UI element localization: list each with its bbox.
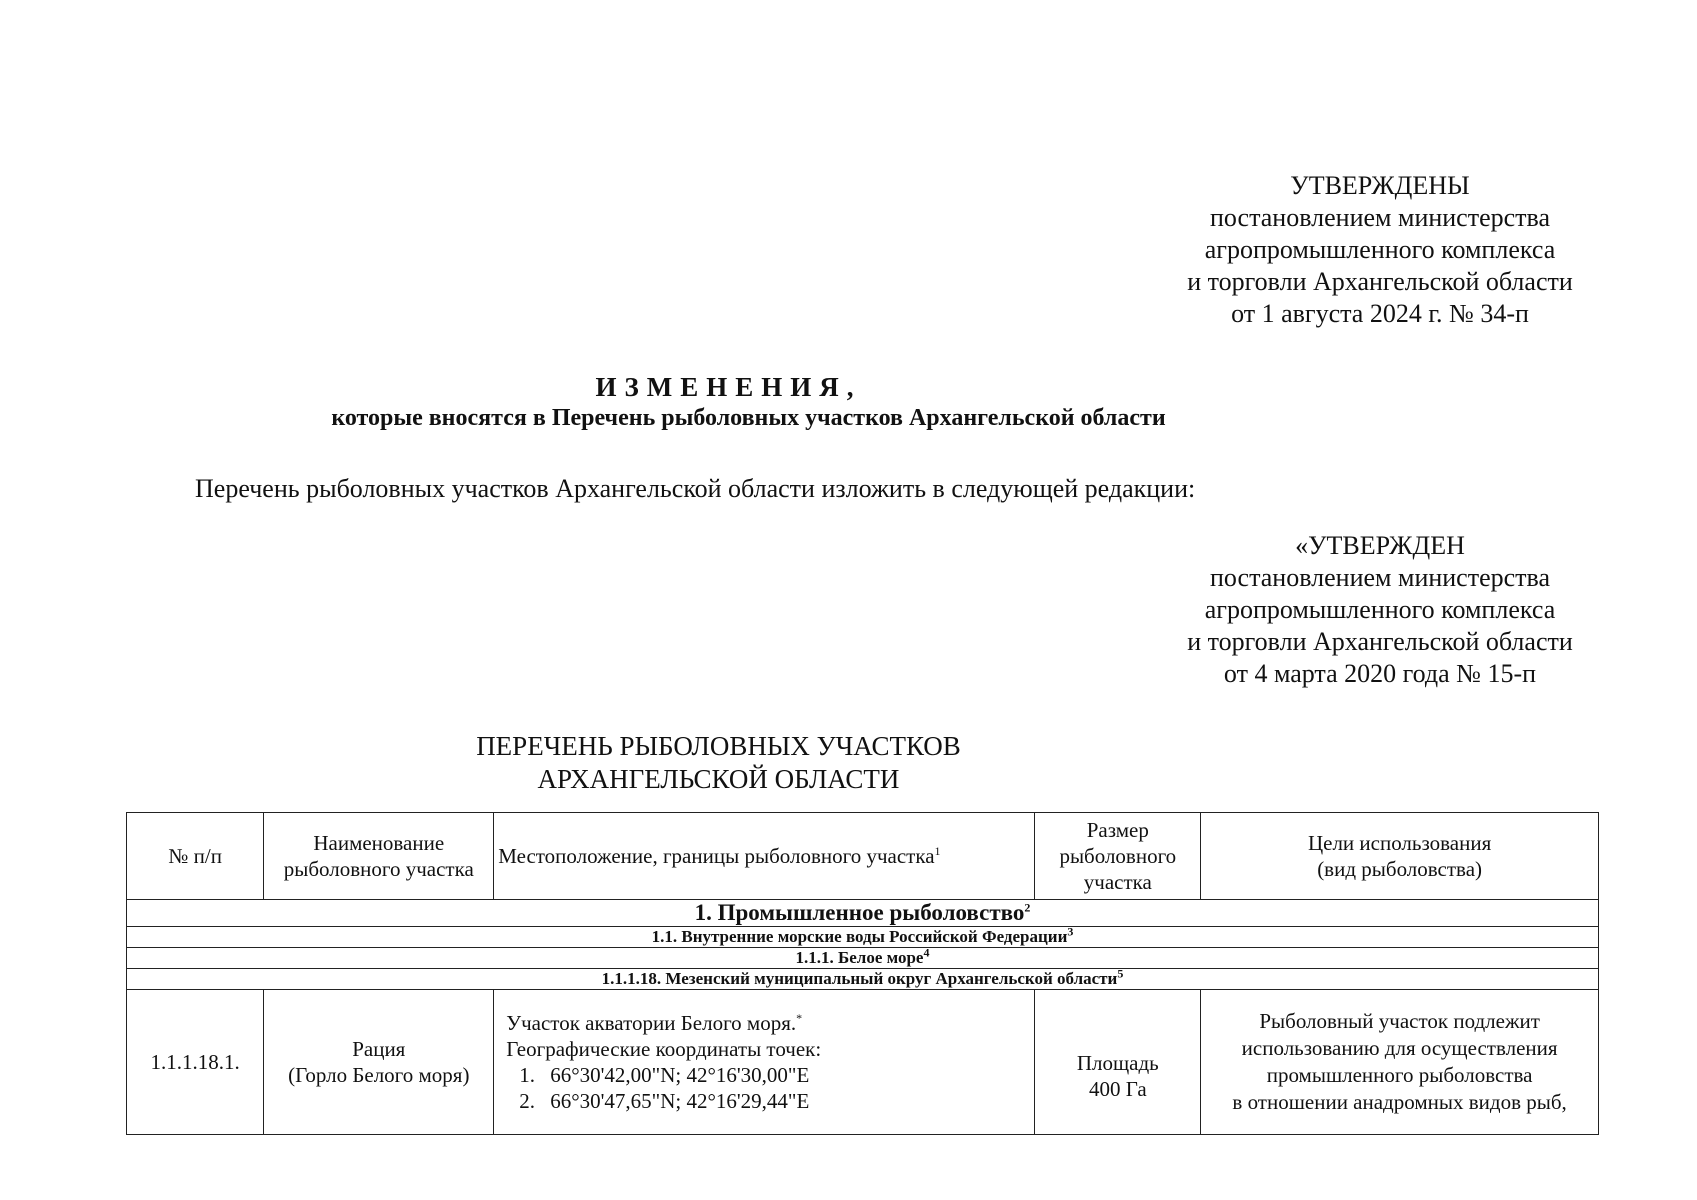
approval-top-line: агропромышленного комплекса — [1204, 235, 1556, 264]
list-title-line2: АРХАНГЕЛЬСКОЙ ОБЛАСТИ — [537, 764, 900, 794]
section-heading-text: 1.1.1. Белое море — [795, 948, 924, 967]
section-heading-text: 1.1.1.18. Мезенский муниципальный округ Архангельской области — [601, 969, 1118, 988]
purpose-line: промышленного рыболовства — [1266, 1063, 1533, 1087]
location-line1: Участок акватории Белого моря. — [506, 1011, 797, 1035]
cell-name — [264, 990, 494, 1135]
purpose-line: использованию для осуществления — [1241, 1036, 1558, 1060]
location-line2: Географические координаты точек: — [506, 1037, 822, 1061]
section-row — [127, 927, 1599, 948]
footnote-ref: 2 — [1024, 900, 1031, 915]
section-row — [127, 969, 1599, 990]
footnote-ref: 5 — [1117, 966, 1124, 981]
section-row — [127, 948, 1599, 969]
footnote-ref: 3 — [1067, 924, 1074, 939]
section-heading — [127, 900, 1599, 927]
approval-block-top — [1140, 170, 1620, 330]
approval-second-line: и торговли Архангельской области — [1187, 627, 1573, 656]
approval-second-line: «УТВЕРЖДЕН — [1295, 531, 1465, 560]
cell-num: 1.1.1.18.1. — [127, 990, 264, 1135]
footnote-ref: 1 — [934, 844, 941, 858]
approval-second-line: постановлением министерства — [1209, 563, 1551, 592]
changes-subtitle: которые вносятся в Перечень рыболовных участков Архангельской области — [331, 405, 1166, 431]
purpose-line: Рыболовный участок подлежит — [1259, 1009, 1540, 1033]
list-title-line1: ПЕРЕЧЕНЬ РЫБОЛОВНЫХ УЧАСТКОВ — [476, 731, 961, 761]
header-num: № п/п — [127, 813, 264, 900]
coordinate-item: 1. 66°30'42,00"N; 42°16'30,00"E — [540, 1062, 1030, 1088]
cell-location — [494, 990, 1035, 1135]
approval-top-line: и торговли Архангельской области — [1187, 267, 1573, 296]
header-location-text: Местоположение, границы рыболовного участка — [498, 844, 935, 868]
header-size: Размер рыболовного участка — [1035, 813, 1201, 900]
footnote-ref: * — [796, 1011, 803, 1025]
cell-name-line2: (Горло Белого моря) — [288, 1063, 470, 1087]
cell-purpose — [1201, 990, 1599, 1135]
approval-top-line: от 1 августа 2024 г. № 34-п — [1231, 299, 1529, 328]
fishing-areas-table — [126, 812, 1599, 1135]
purpose-line: в отношении анадромных видов рыб, — [1232, 1090, 1567, 1114]
approval-second-line: агропромышленного комплекса — [1204, 595, 1556, 624]
size-line1: Площадь — [1076, 1051, 1159, 1075]
size-line2: 400 Га — [1088, 1077, 1147, 1101]
approval-top-line: постановлением министерства — [1209, 203, 1551, 232]
header-purpose-line1: Цели использования — [1307, 831, 1492, 855]
list-title — [0, 730, 1567, 796]
section-row — [127, 900, 1599, 927]
cell-name-line1: Рация — [352, 1037, 406, 1061]
section-heading — [127, 966, 1599, 990]
footnote-ref: 4 — [923, 945, 930, 960]
table-header-row — [127, 813, 1599, 900]
section-heading-text: 1.1. Внутренние морские воды Российской Федерации — [651, 927, 1068, 946]
section-heading — [127, 924, 1599, 948]
header-location — [494, 813, 1035, 900]
header-purpose-line2: (вид рыболовства) — [1317, 857, 1483, 881]
header-purpose — [1201, 813, 1599, 900]
approval-block-second — [1140, 530, 1620, 690]
cell-size — [1035, 990, 1201, 1135]
intro-paragraph: Перечень рыболовных участков Архангельской области изложить в следующей редакции: — [195, 474, 1196, 503]
section-heading-text: 1. Промышленное рыболовство — [694, 900, 1025, 925]
header-name: Наименование рыболовного участка — [264, 813, 494, 900]
section-heading — [127, 945, 1599, 969]
coordinates-list — [506, 1062, 1030, 1114]
coordinate-item: 2. 66°30'47,65"N; 42°16'29,44"E — [540, 1088, 1030, 1114]
approval-top-line: УТВЕРЖДЕНЫ — [1290, 171, 1470, 200]
changes-title: ИЗМЕНЕНИЯ, — [595, 372, 862, 402]
approval-second-line: от 4 марта 2020 года № 15-п — [1223, 659, 1537, 688]
table-row — [127, 990, 1599, 1135]
